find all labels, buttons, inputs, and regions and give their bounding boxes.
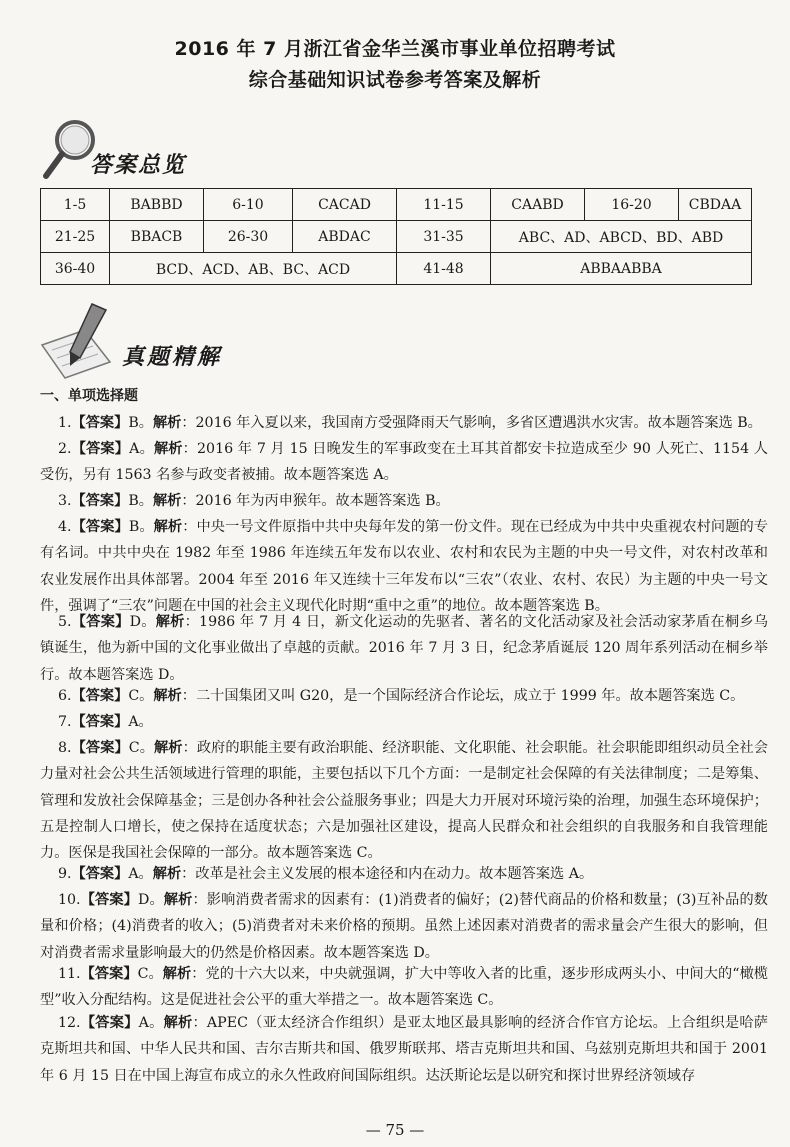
table-cell: CBDAA: [679, 189, 752, 221]
table-cell: BCD、ACD、AB、BC、ACD: [110, 253, 397, 285]
answer-tag: 【答案】: [71, 740, 129, 756]
analysis-text: ：二十国集团又叫 G20，是一个国际经济合作论坛，成立于 1999 年。故本题答案选 C。: [181, 688, 745, 704]
answer-value: A。: [138, 1015, 164, 1031]
analysis-tag: 解析: [152, 866, 182, 882]
table-cell: 36-40: [41, 253, 110, 285]
answer-tag: 【答案】: [80, 1015, 139, 1031]
analysis-tag: 解析: [153, 688, 182, 704]
item-number: 8.: [58, 740, 72, 756]
analysis-tag: 解析: [152, 493, 182, 509]
table-cell: CACAD: [293, 189, 397, 221]
analysis-text: ：中央一号文件原指中共中央每年发的第一份文件。现在已经成为中共中央重视农村问题的专有名词。中共中央在 1982 年至 1986 年连续五年发布以农业、农村和农民为主题的中央一号文件，对农村改革和农业发展作出具体部署。2004 年至 2016 年又连续十三年发布以“三农”（农业、农村、农民）为主题的中央一号文件，强调了“三农”问题在中国的社会主义现代化时期“重中之重”的地位。故本题答案选 B。: [40, 519, 768, 614]
answer-tag: 【答案】: [71, 441, 130, 457]
analysis-text: ：影响消费者需求的因素有：(1)消费者的偏好；(2)替代商品的价格和数量；(3)互补品的数量和价格；(4)消费者的收入；(5)消费者对未来价格的预期。虽然上述因素对消费者的需求量会产生很大的影响，但对消费者需求量影响最大的仍然是价格因素。故本题答案选 D。: [40, 892, 768, 961]
answer-tag: 【答案】: [80, 966, 138, 982]
answer-value: B。: [128, 493, 153, 509]
answer-tag: 【答案】: [71, 493, 129, 509]
answer-value: B。: [128, 415, 153, 431]
answer-value: A。: [129, 441, 154, 457]
item-number: 12.: [58, 1015, 81, 1031]
analysis-text: ：2016 年 7 月 15 日晚发生的军事政变在土耳其首都安卡拉造成至少 90 人死亡、1154 人受伤，另有 1563 名参与政变者被捕。故本题答案选 A。: [40, 441, 768, 484]
analysis-tag: 解析: [155, 614, 185, 630]
answer-item: [40, 436, 768, 489]
answer-value: D。: [129, 614, 156, 630]
table-cell: 21-25: [41, 221, 110, 253]
table-cell: ABC、AD、ABCD、BD、ABD: [491, 221, 752, 253]
table-cell: 1-5: [41, 189, 110, 221]
table-row: [41, 253, 752, 285]
answer-tag: 【答案】: [71, 714, 129, 730]
answer-item: [40, 961, 768, 1014]
analysis-tag: 解析: [162, 966, 192, 982]
page-title-line1: 2016 年 7 月浙江省金华兰溪市事业单位招聘考试: [174, 38, 616, 60]
answer-item: [40, 861, 768, 887]
analysis-text: ：APEC（亚太经济合作组织）是亚太地区最具影响的经济合作官方论坛。上合组织是哈萨克斯坦共和国、中华人民共和国、吉尔吉斯共和国、俄罗斯联邦、塔吉克斯坦共和国、乌兹别克斯坦共和国于 2001 年 6 月 15 日在中国上海宣布成立的永久性政府间国际组织。达沃斯论坛是以研究和探讨世界经济领域存: [40, 1015, 768, 1084]
answer-value: C。: [128, 740, 154, 756]
answer-item: [40, 488, 768, 514]
table-cell: CAABD: [491, 189, 585, 221]
paper-pen-icon: [30, 300, 125, 380]
analysis-text: ：政府的职能主要有政治职能、经济职能、文化职能、社会职能。社会职能即组织动员全社会力量对社会公共生活领域进行管理的职能，主要包括以下几个方面：一是制定社会保障的有关法律制度；二是筹集、管理和发放社会保障基金；三是创办各种社会公益服务事业；四是大力开展对环境污染的治理，加强生态环境保护；五是控制人口增长，使之保持在适度状态；六是加强社区建设，提高人民群众和社会组织的自我服务和自我管理能力。医保是我国社会保障的一部分。故本题答案选 C。: [40, 740, 768, 862]
answer-item: [40, 410, 768, 436]
answer-item: [40, 1010, 768, 1089]
item-number: 4.: [58, 519, 72, 535]
item-number: 2.: [58, 441, 72, 457]
item-number: 10.: [58, 892, 81, 908]
analysis-text: ：党的十六大以来，中央就强调，扩大中等收入者的比重，逐步形成两头小、中间大的“橄榄型”收入分配结构。这是促进社会公平的重大举措之一。故本题答案选 C。: [40, 966, 768, 1009]
table-cell: 26-30: [204, 221, 293, 253]
analysis-text: ：1986 年 7 月 4 日，新文化运动的先驱者、著名的文化活动家及社会活动家茅盾在桐乡乌镇诞生，他为新中国的文化事业做出了卓越的贡献。2016 年 7 月 3 日，纪念茅盾诞辰 120 周年系列活动在桐乡举行。故本题答案选 D。: [40, 614, 768, 683]
analysis-tag: 解析: [153, 441, 183, 457]
answer-item: [40, 709, 768, 735]
answer-value: C。: [137, 966, 163, 982]
analysis-tag: 解析: [163, 892, 193, 908]
item-number: 6.: [58, 688, 72, 704]
item-number: 1.: [58, 415, 72, 431]
table-cell: 16-20: [585, 189, 679, 221]
table-row: [41, 189, 752, 221]
answer-item: [40, 514, 768, 619]
answer-item: [40, 609, 768, 688]
item-number: 11.: [58, 966, 81, 982]
answer-value: D。: [137, 892, 164, 908]
answer-tag: 【答案】: [71, 519, 129, 535]
item-number: 9.: [58, 866, 72, 882]
answer-value: A。: [128, 714, 153, 730]
analysis-tag: 解析: [154, 740, 183, 756]
answer-item: [40, 735, 768, 866]
page-number: — 75 —: [365, 1121, 425, 1139]
table-row: [41, 221, 752, 253]
answer-tag: 【答案】: [80, 892, 138, 908]
table-cell: 41-48: [397, 253, 491, 285]
table-cell: BBACB: [110, 221, 204, 253]
answer-value: C。: [128, 688, 154, 704]
table-cell: BABBD: [110, 189, 204, 221]
table-cell: 6-10: [204, 189, 293, 221]
answer-tag: 【答案】: [71, 688, 129, 704]
answer-value: B。: [128, 519, 154, 535]
answer-tag: 【答案】: [71, 614, 130, 630]
table-cell: 11-15: [397, 189, 491, 221]
table-cell: ABBAABBA: [491, 253, 752, 285]
analysis-tag: 解析: [152, 415, 182, 431]
table-cell: 31-35: [397, 221, 491, 253]
analysis-tag: 解析: [153, 519, 183, 535]
section-heading: 一、单项选择题: [40, 388, 138, 404]
analysis-heading: 真题精解: [122, 344, 223, 370]
item-number: 5.: [58, 614, 72, 630]
answer-tag: 【答案】: [71, 415, 129, 431]
page-title-line2: 综合基础知识试卷参考答案及解析: [248, 69, 542, 91]
analysis-tag: 解析: [163, 1015, 193, 1031]
answer-summary-heading: 答案总览: [90, 152, 187, 178]
analysis-text: ：改革是社会主义发展的根本途径和内在动力。故本题答案选 A。: [181, 866, 594, 882]
item-number: 7.: [58, 714, 72, 730]
answer-tag: 【答案】: [71, 866, 129, 882]
answer-item: [40, 887, 768, 966]
table-cell: ABDAC: [293, 221, 397, 253]
answer-value: A。: [128, 866, 153, 882]
answer-summary-table: [40, 188, 752, 285]
item-number: 3.: [58, 493, 72, 509]
analysis-text: ：2016 年为丙申猴年。故本题答案选 B。: [181, 493, 450, 509]
analysis-text: ：2016 年入夏以来，我国南方受强降雨天气影响，多省区遭遇洪水灾害。故本题答案选 B。: [181, 415, 762, 431]
answer-item: [40, 683, 768, 709]
